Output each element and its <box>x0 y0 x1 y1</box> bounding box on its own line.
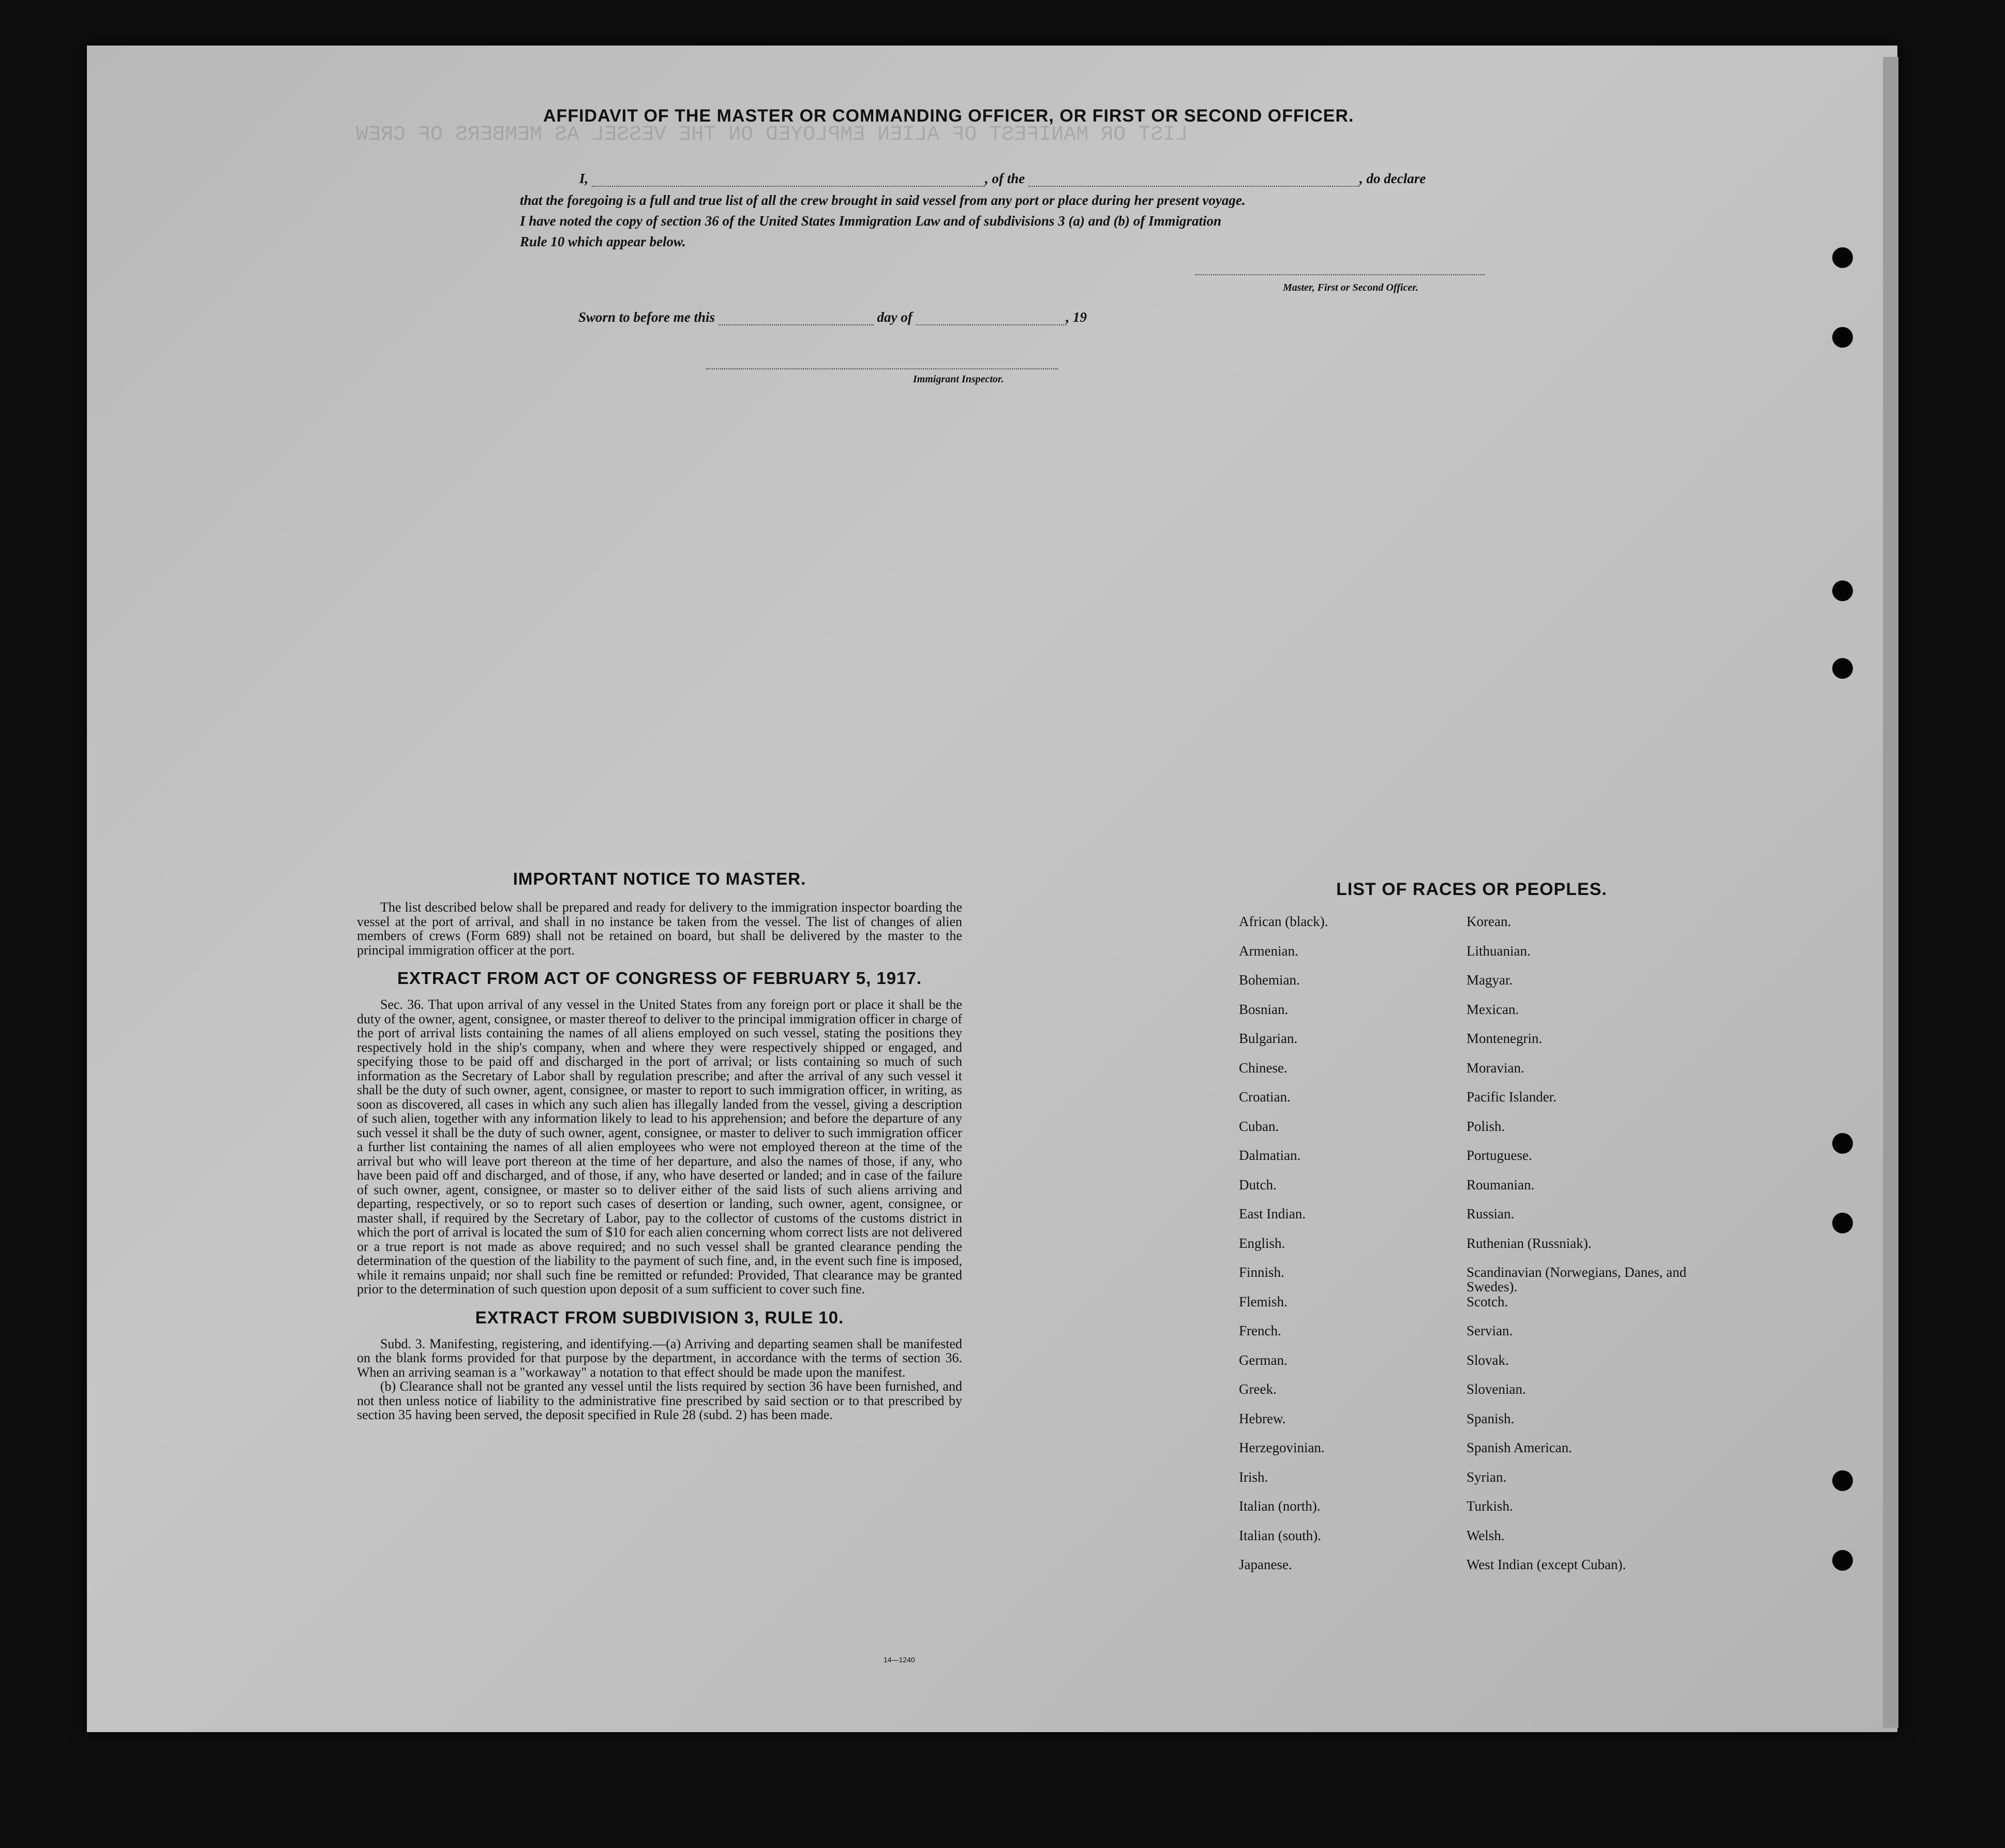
race-item: Portuguese. <box>1467 1147 1532 1163</box>
race-item: Bohemian. <box>1239 972 1300 988</box>
race-item: Hebrew. <box>1239 1410 1286 1426</box>
act-text <box>357 997 962 1296</box>
race-item: Pacific Islander. <box>1467 1089 1557 1105</box>
race-item: Scotch. <box>1467 1293 1508 1309</box>
master-signature-line <box>1195 274 1485 275</box>
race-item: Herzegovinian. <box>1239 1440 1325 1455</box>
race-item: Italian (south). <box>1239 1527 1321 1543</box>
rule-text-a <box>357 1337 962 1380</box>
of-the-label: , of the <box>985 171 1025 186</box>
act-title: EXTRACT FROM ACT OF CONGRESS OF FEBRUARY 5, 1917. <box>397 968 922 988</box>
act-body: Sec. 36. That upon arrival of any vessel in the United States from any foreign port or place it shall be the duty of the owner, agent, consignee, or master thereof to deliver to the principal immigration officer in charge of the port of arrival lists containing the names of all aliens employed on such vessel, stating the positions they respectively hold in the ship's company, when and where they were respectively shipped or engaged, and specifying those to be paid off and discharged in the port of arrival; or lists containing so much of such information as the Secretary of Labor shall by regulation prescribe; and after the arrival of any such vessel it shall be the duty of such owner, agent, consignee, or master to report to such immigration officer, in writing, as soon as discovered, all cases in which any such alien has illegally landed from the vessel, giving a description of such alien, together with any information likely to lead to his apprehension; and before the departure of any such vessel it shall be the duty of such owner, agent, consignee, or master to deliver to such immigration officer a further list containing the names of all alien employees who were not employed thereon at the time of the arrival but who will leave port thereon at the time of her departure, and also the names of those, if any, who have been paid off and discharged, and of those, if any, who have deserted or landed; and in case of the failure of such owner, agent, consignee, or master so to deliver either of the said lists of such aliens arriving and departing, respectively, or so to report such cases of desertion or landing, such owner, agent, consignee, or master shall, if required by the Secretary of Labor, pay to the collector of customs of the customs district in which the port of arrival is located the sum of $10 for each alien concerning whom correct lists are not delivered or a true report is not made as above required; and no such vessel shall be granted clearance pending the determination of the question of the liability to the payment of such fine, and, in the event such fine is imposed, while it remains unpaid; nor shall such fine be remitted or refunded: Provided, That clearance may be granted prior to the determination of such question upon deposit of a sum sufficient to cover such fine. <box>357 997 962 1296</box>
race-item: Korean. <box>1467 914 1512 929</box>
binder-hole <box>1832 1133 1853 1154</box>
notice-body: The list described below shall be prepared and ready for delivery to the immigration inspector boarding the vessel at the port of arrival, and shall in no instance be taken from the vessel. The list of changes of alien members of crews (Form 689) shall not be retained on board, but shall be delivered by the master to the principal immigration officer at the port. <box>357 900 962 958</box>
sworn-line <box>578 309 1087 325</box>
name-blank <box>592 186 985 187</box>
races-list <box>1239 880 1704 1587</box>
race-item: French. <box>1239 1323 1281 1338</box>
sworn-month-blank <box>916 324 1066 325</box>
day-of-label: day of <box>877 309 912 325</box>
affidavit-declaration-line <box>579 171 1426 187</box>
affidavit-title: AFFIDAVIT OF THE MASTER OR COMMANDING OFFICER, OR FIRST OR SECOND OFFICER. <box>543 106 1354 126</box>
race-item: Dalmatian. <box>1239 1147 1301 1163</box>
race-item: East Indian. <box>1239 1206 1306 1221</box>
race-item: Flemish. <box>1239 1293 1288 1309</box>
form-number: 14—1240 <box>884 1656 915 1664</box>
race-item: Roumanian. <box>1467 1176 1535 1193</box>
binder-hole <box>1832 580 1853 601</box>
rule-title: EXTRACT FROM SUBDIVISION 3, RULE 10. <box>475 1307 844 1327</box>
affidavit-line-2: that the foregoing is a full and true list of all the crew brought in said vessel from any port or place during her present voyage. <box>520 192 1246 208</box>
do-declare-label: , do declare <box>1359 171 1426 186</box>
race-item: Turkish. <box>1467 1498 1513 1514</box>
race-item: Ruthenian (Russniak). <box>1467 1235 1592 1251</box>
year-label: , 19 <box>1066 309 1087 325</box>
race-item: Russian. <box>1467 1206 1515 1221</box>
race-item: Scandinavian (Norwegians, Danes, and Swedes). <box>1467 1264 1687 1294</box>
race-item: African (black). <box>1239 914 1328 929</box>
affidavit-i-label: I, <box>579 171 589 186</box>
race-item: Bosnian. <box>1239 1001 1289 1017</box>
race-item: Spanish. <box>1467 1410 1515 1426</box>
race-item: German. <box>1239 1352 1288 1368</box>
sworn-day-blank <box>719 324 874 325</box>
notice-section <box>357 869 962 1422</box>
race-item: Italian (north). <box>1239 1498 1321 1514</box>
race-item: Polish. <box>1467 1118 1505 1134</box>
vessel-blank <box>1028 186 1359 187</box>
races-column-2 <box>1467 914 1694 1587</box>
race-item: Japanese. <box>1239 1557 1292 1572</box>
race-item: Servian. <box>1467 1323 1513 1338</box>
race-item: Syrian. <box>1467 1469 1507 1485</box>
race-item: Welsh. <box>1467 1527 1505 1543</box>
race-item: Irish. <box>1239 1469 1268 1485</box>
affidavit-line-4: Rule 10 which appear below. <box>520 234 686 249</box>
binder-hole <box>1832 1550 1853 1571</box>
rule-body-b: (b) Clearance shall not be granted any vessel until the lists required by section 36 have been furnished, and not then unless notice of liability to the administrative fine prescribed by said section or to that prescribed by section 35 having been served, the deposit specified in Rule 28 (subd. 2) has been made. <box>357 1379 962 1422</box>
races-title: LIST OF RACES OR PEOPLES. <box>1336 880 1607 899</box>
affidavit-section <box>0 0 2005 393</box>
race-item: Greek. <box>1239 1381 1277 1397</box>
sworn-label: Sworn to before me this <box>578 309 715 325</box>
notice-title: IMPORTANT NOTICE TO MASTER. <box>513 869 806 888</box>
race-item: Montenegrin. <box>1467 1031 1543 1046</box>
races-column-1 <box>1239 914 1467 1587</box>
inspector-label: Immigrant Inspector. <box>913 374 1004 385</box>
notice-text <box>357 900 962 957</box>
race-item: Moravian. <box>1467 1060 1524 1076</box>
inspector-signature-line <box>706 368 1058 369</box>
race-item: English. <box>1239 1235 1285 1251</box>
race-item: Armenian. <box>1239 943 1298 959</box>
binder-hole <box>1832 1213 1853 1233</box>
master-label: Master, First or Second Officer. <box>1283 282 1418 293</box>
rule-body-a: Subd. 3. Manifesting, registering, and identifying.—(a) Arriving and departing seamen shall be manifested on the blank forms provided for that purpose by the department, in accordance with the terms of section 36. When an arriving seaman is a "workaway" a notation to that effect should be made upon the manifest. <box>357 1336 962 1380</box>
race-item: Cuban. <box>1239 1118 1279 1134</box>
race-item: Mexican. <box>1467 1001 1519 1017</box>
race-item: Slovak. <box>1467 1352 1509 1368</box>
race-item: Dutch. <box>1239 1176 1277 1193</box>
race-item: Slovenian. <box>1467 1381 1526 1397</box>
race-item: Magyar. <box>1467 972 1513 988</box>
race-item: Chinese. <box>1239 1060 1288 1076</box>
affidavit-line-3: I have noted the copy of section 36 of the United States Immigration Law and of subdivisions 3 (a) and (b) of Immigration <box>520 213 1222 229</box>
binder-hole <box>1832 1470 1853 1491</box>
bleed-through-text: LIST OR MANIFEST OF ALIEN EMPLOYED ON THE VESSEL AS MEMBERS OF CREW <box>356 123 1188 146</box>
race-item: Spanish American. <box>1467 1440 1572 1455</box>
race-item: Lithuanian. <box>1467 943 1531 959</box>
race-item: Bulgarian. <box>1239 1031 1298 1046</box>
race-item: Croatian. <box>1239 1089 1291 1105</box>
binder-hole <box>1832 658 1853 679</box>
rule-text-b <box>357 1379 962 1422</box>
race-item: Finnish. <box>1239 1264 1284 1280</box>
race-item: West Indian (except Cuban). <box>1467 1557 1626 1572</box>
